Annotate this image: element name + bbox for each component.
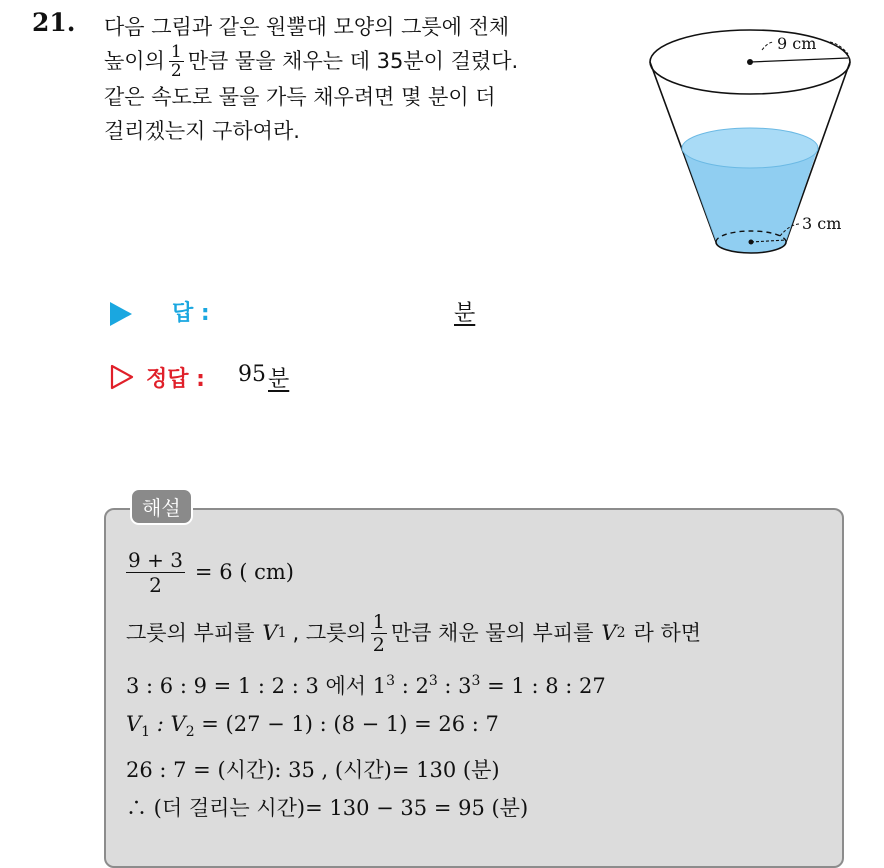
avg-radius-result: = 6 ( cm) (194, 560, 294, 584)
solution-line-1 (126, 540, 701, 604)
question-line-1: 다음 그림과 같은 원뿔대 모양의 그릇에 전체 (104, 15, 510, 39)
question-number: 21. (32, 8, 76, 37)
fraction-denominator: 2 (170, 61, 182, 81)
question-line-3: 같은 속도로 물을 가득 채우려면 몇 분이 더 (104, 85, 496, 109)
solution-line-4 (126, 705, 701, 751)
v2-subscript: 2 (616, 625, 626, 641)
solution-line-2-a: 그릇의 부피를 (126, 621, 255, 645)
solution-line-2-d: 라 하면 (633, 621, 702, 645)
top-radius-line (750, 58, 848, 62)
ratio-part-b: : 3 (437, 674, 472, 698)
v2-subscript-line4: 2 (185, 724, 195, 741)
solution-line-2 (126, 604, 701, 662)
cube-exponent-1: 3 (386, 673, 396, 689)
question-line-2-pre: 높이의 (104, 49, 165, 73)
v2-symbol-line4: : V (150, 712, 186, 736)
cube-exponent-3: 3 (471, 673, 481, 689)
avg-radius-fraction (126, 548, 185, 597)
top-radius-arc (762, 42, 774, 50)
solution-half-fraction (371, 611, 387, 656)
bottom-radius-label: 3 cm (802, 214, 842, 233)
solution-tag: 해설 (130, 488, 193, 525)
correct-answer-label: 정답 : (146, 367, 205, 392)
v1-symbol-line4: V (126, 712, 142, 736)
play-arrow-icon (110, 302, 132, 326)
ratio-part-a: : 2 (395, 674, 429, 698)
solution-fraction-numerator: 1 (372, 610, 385, 633)
correct-answer-unit: 분 (268, 367, 290, 392)
question-line-2-post: 만큼 물을 채우는 데 35분이 걸렸다. (187, 49, 519, 73)
solution-line-5: 26 : 7 = (시간): 35 , (시간)= 130 (분) (126, 758, 500, 783)
outline-arrow-icon (110, 364, 134, 390)
correct-answer-value: 95 (238, 362, 266, 387)
fraction-numerator: 1 (170, 42, 182, 62)
solution-line-3 (126, 662, 701, 705)
solution-lines (126, 540, 701, 827)
v1-subscript-line4: 1 (141, 724, 151, 741)
solution-line-6: ∴ (더 걸리는 시간)= 130 − 35 = 95 (분) (126, 796, 529, 821)
v1-symbol: V (262, 621, 278, 645)
v2-symbol: V (601, 621, 617, 645)
question-line-2 (104, 44, 624, 80)
avg-radius-numerator: 9 + 3 (128, 547, 183, 572)
answer-unit: 분 (454, 301, 476, 326)
solution-line-2-c: 만큼 채운 물의 부피를 (390, 621, 594, 645)
answer-row (110, 296, 510, 332)
avg-radius-denominator: 2 (149, 572, 162, 597)
answer-label: 답 : (172, 301, 210, 326)
cube-exponent-2: 3 (428, 673, 438, 689)
solution-fraction-denominator: 2 (372, 633, 385, 656)
solution-line-2-b: , 그릇의 (292, 621, 367, 645)
v1-subscript: 1 (277, 625, 287, 641)
ratio-statement: 3 : 6 : 9 = 1 : 2 : 3 에서 1 (126, 674, 387, 698)
volume-ratio: = (27 − 1) : (8 − 1) = 26 : 7 (194, 712, 499, 736)
question-line-4: 걸리겠는지 구하여라. (104, 119, 300, 143)
ratio-part-c: = 1 : 8 : 27 (480, 674, 606, 698)
frustum-figure (640, 14, 870, 254)
half-fraction (169, 44, 184, 80)
top-radius-label: 9 cm (777, 34, 817, 53)
correct-answer-row (110, 362, 510, 398)
water-surface (682, 128, 818, 168)
question-text (104, 10, 624, 148)
